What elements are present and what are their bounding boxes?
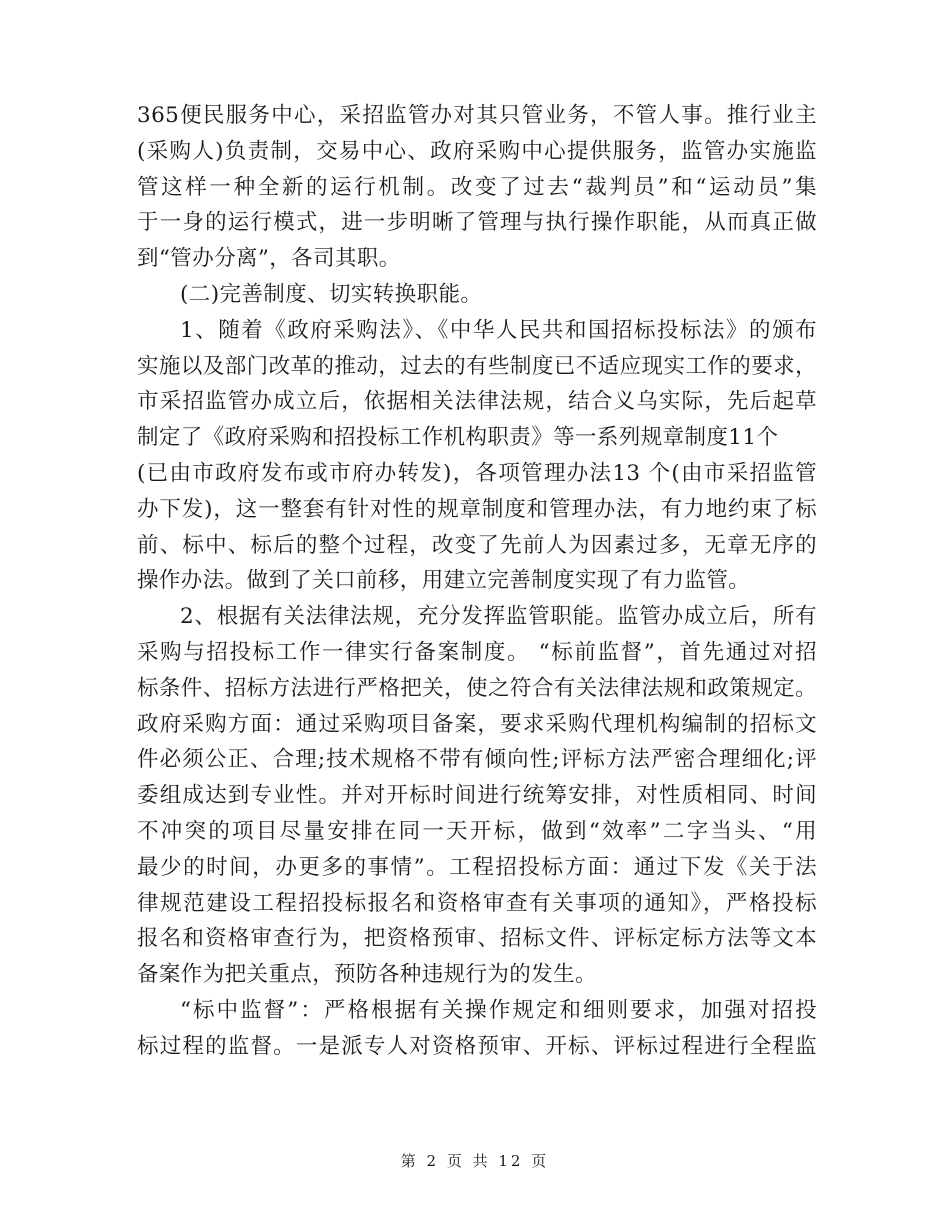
text-line: 律规范建设工程招投标报名和资格审查有关事项的通知》，严格投标 <box>137 890 817 916</box>
text-line: (已由市政府发布或市府办转发)，各项管理办法13 个(由市采招监管 <box>137 460 817 486</box>
document-body <box>137 98 817 1065</box>
text-line: 最少的时间，办更多的事情”。工程招投标方面：通过下发《关于法 <box>137 854 817 880</box>
text-line: 于一身的运行模式，进一步明晰了管理与执行操作职能，从而真正做 <box>137 210 817 236</box>
text-line: 制定了《政府采购和招投标工作机构职责》等一系列规章制度11个 <box>137 425 779 451</box>
text-line: 备案作为把关重点，预防各种违规行为的发生。 <box>137 962 597 988</box>
text-line: 报名和资格审查行为，把资格预审、招标文件、评标定标方法等文本 <box>137 926 817 952</box>
text-line: 办下发)，这一整套有针对性的规章制度和管理办法，有力地约束了标 <box>137 496 817 522</box>
text-line: 1、随着《政府采购法》、《中华人民共和国招标投标法》的颁布 <box>180 317 817 343</box>
text-line: 委组成达到专业性。并对开标时间进行统筹安排，对性质相同、时间 <box>137 783 817 809</box>
text-line: 365便民服务中心，采招监管办对其只管业务，不管人事。推行业主 <box>137 103 817 128</box>
text-line: “标中监督”：严格根据有关操作规定和细则要求，加强对招投 <box>180 997 817 1023</box>
text-line: 标过程的监督。一是派专人对资格预审、开标、评标过程进行全程监 <box>137 1033 817 1059</box>
text-line: 标条件、招标方法进行严格把关，使之符合有关法律法规和政策规定。 <box>137 675 817 701</box>
text-line: 操作办法。做到了关口前移，用建立完善制度实现了有力监管。 <box>137 568 751 594</box>
text-line: 政府采购方面：通过采购项目备案，要求采购代理机构编制的招标文 <box>137 711 817 737</box>
text-line: 2、根据有关法律法规，充分发挥监管职能。监管办成立后，所有 <box>180 604 817 630</box>
text-line: 管这样一种全新的运行机制。改变了过去“裁判员”和“运动员”集 <box>137 174 817 200</box>
text-line: 市采招监管办成立后，依据相关法律法规，结合义乌实际，先后起草 <box>137 389 817 415</box>
text-line: 不冲突的项目尽量安排在同一天开标，做到“效率”二字当头、“用 <box>137 818 817 844</box>
page-footer: 第 2 页 共 12 页 <box>400 1152 550 1170</box>
text-line: 件必须公正、合理;技术规格不带有倾向性;评标方法严密合理细化;评 <box>137 747 817 773</box>
text-line: 实施以及部门改革的推动，过去的有些制度已不适应现实工作的要求， <box>137 353 817 379</box>
text-line: 到“管办分离”，各司其职。 <box>137 246 401 272</box>
text-line: (采购人)负责制，交易中心、政府采购中心提供服务，监管办实施监 <box>137 138 817 164</box>
text-line: 前、标中、标后的整个过程，改变了先前人为因素过多，无章无序的 <box>137 532 817 558</box>
text-line: (二)完善制度、切实转换职能。 <box>180 281 483 307</box>
text-line: 采购与招投标工作一律实行备案制度。 “标前监督”，首先通过对招 <box>137 639 817 665</box>
